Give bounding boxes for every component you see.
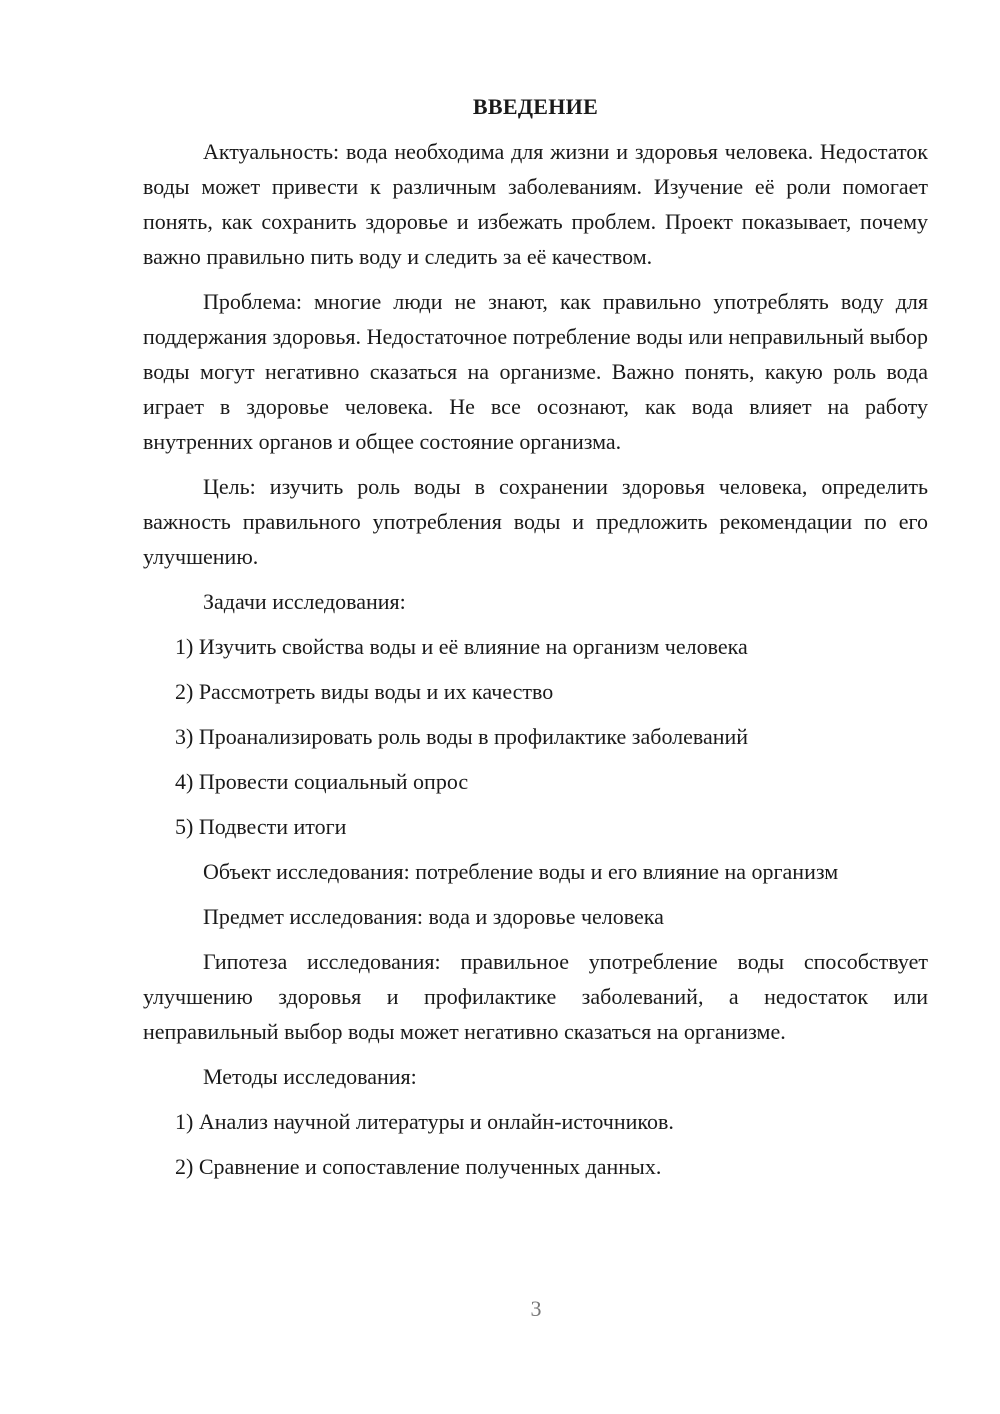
- task-item-4: 4) Провести социальный опрос: [175, 769, 469, 794]
- problem-paragraph: Проблема: многие люди не знают, как правильно употреблять воду для поддержания здоровья. Недостаточное потребление воды или неправильный выбор воды могут негативно сказаться на организме. Важно понять, какую роль вода играет в здоровье человека. Не все осознают, как вода влияет на работу внутренних органов и общее состояние организма.: [143, 289, 928, 454]
- tasks-heading: Задачи исследования:: [203, 589, 406, 614]
- section-title: ВВЕДЕНИЕ: [472, 94, 599, 119]
- object-line: Объект исследования: потребление воды и его влияние на организм: [203, 859, 839, 884]
- document-page: [143, 92, 928, 1194]
- task-item-3: 3) Проанализировать роль воды в профилактике заболеваний: [175, 724, 749, 749]
- task-item-2: 2) Рассмотреть виды воды и их качество: [175, 679, 554, 704]
- relevance-paragraph: Актуальность: вода необходима для жизни и здоровья человека. Недостаток воды может привести к различным заболеваниям. Изучение её роли помогает понять, как сохранить здоровье и избежать проблем. Проект показывает, почему важно правильно пить воду и следить за её качеством.: [143, 139, 928, 269]
- task-item-1: 1) Изучить свойства воды и её влияние на организм человека: [175, 634, 748, 659]
- method-item-2: 2) Сравнение и сопоставление полученных данных.: [175, 1154, 662, 1179]
- task-item-5: 5) Подвести итоги: [175, 814, 347, 839]
- subject-line: Предмет исследования: вода и здоровье человека: [203, 904, 664, 929]
- hypothesis-paragraph: Гипотеза исследования: правильное употребление воды способствует улучшению здоровья и профилактике заболеваний, а недостаток или неправильный выбор воды может негативно сказаться на организме.: [143, 949, 928, 1044]
- method-item-1: 1) Анализ научной литературы и онлайн-источников.: [175, 1109, 674, 1134]
- page-number: 3: [530, 1296, 542, 1321]
- methods-heading: Методы исследования:: [203, 1064, 417, 1089]
- goal-paragraph: Цель: изучить роль воды в сохранении здоровья человека, определить важность правильного употребления воды и предложить рекомендации по его улучшению.: [143, 474, 928, 569]
